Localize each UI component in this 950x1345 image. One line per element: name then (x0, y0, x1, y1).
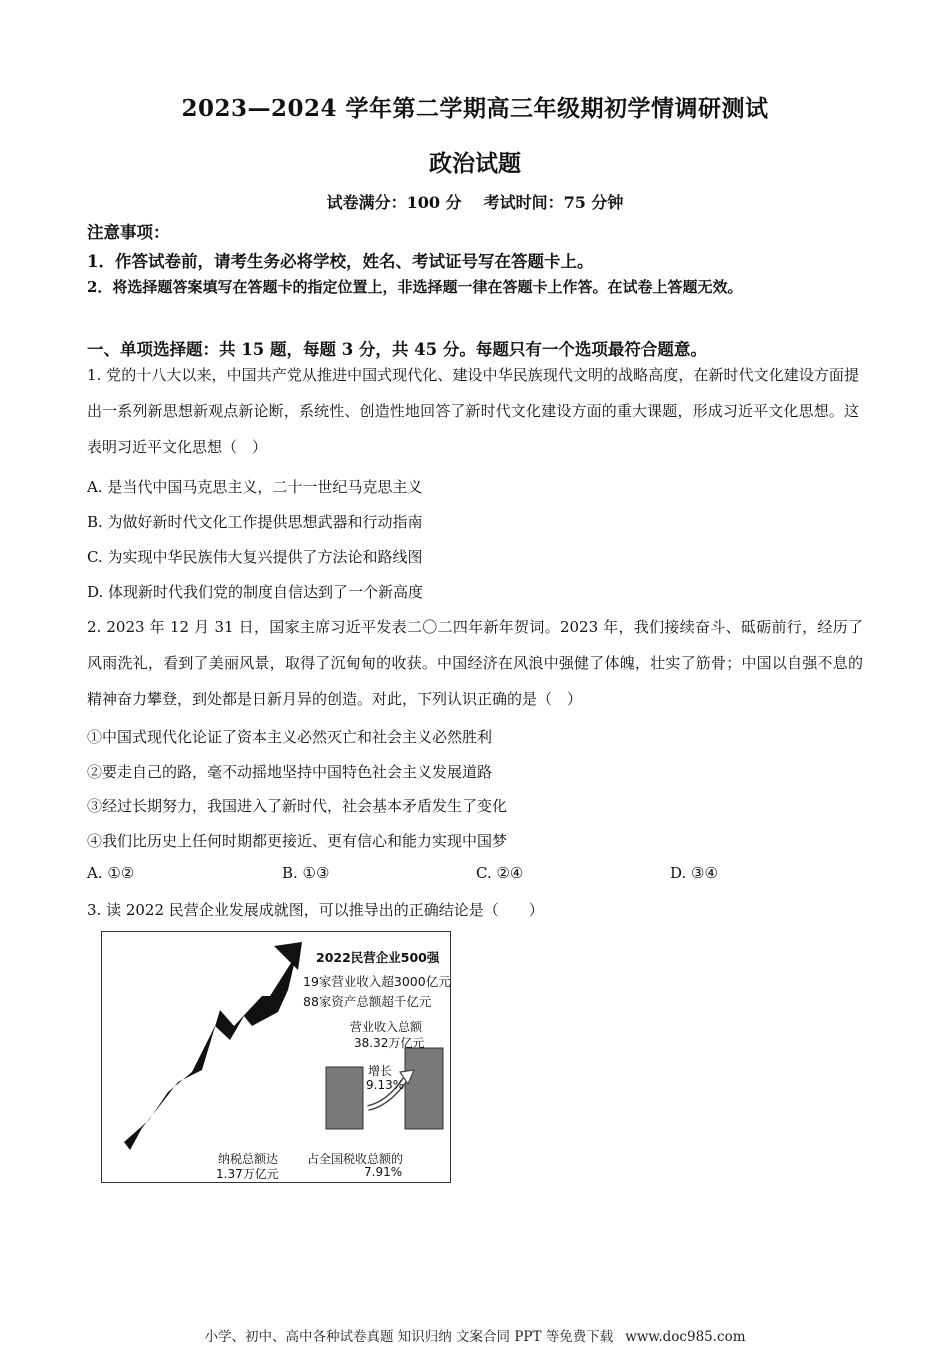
footer-site-link[interactable]: www.doc985.com (625, 1329, 746, 1345)
revenue-label: 营业收入总额 (350, 1020, 423, 1034)
q2-statement-3: ③经过长期努力，我国进入了新时代，社会基本矛盾发生了变化 (87, 797, 508, 815)
q2-statement-1: ①中国式现代化论证了资本主义必然灭亡和社会主义必然胜利 (87, 728, 493, 746)
growth-arrow-icon (124, 952, 298, 1150)
q2-option-c: C. ②④ (476, 864, 524, 882)
q1-option-c: C. 为实现中华民族伟大复兴提供了方法论和路线图 (87, 548, 423, 566)
figure-title: 2022民营企业500强 (316, 950, 440, 965)
arrow-head-icon (274, 942, 302, 970)
revenue-bar-right (405, 1048, 443, 1129)
share-value: 7.91% (364, 1165, 403, 1179)
share-label: 占全国税收总额的 (307, 1152, 404, 1166)
footer-text: 小学、初中、高中各种试卷真题 知识归纳 文案合同 PPT 等免费下载 (204, 1329, 614, 1345)
figure-graphics (102, 932, 452, 1184)
figure-line-2: 88家资产总额超千亿元 (303, 994, 432, 1009)
q1-option-b: B. 为做好新时代文化工作提供思想武器和行动指南 (87, 513, 423, 531)
exam-meta (0, 190, 950, 213)
growth-label: 增长 (368, 1064, 393, 1078)
subject-title: 政治试题 (429, 150, 521, 177)
revenue-bar-left (326, 1067, 363, 1129)
page-footer (0, 1325, 950, 1345)
q1-option-a: A. 是当代中国马克思主义，二十一世纪马克思主义 (87, 478, 423, 496)
exam-title: 2023—2024 学年第二学期高三年级期初学情调研测试 (181, 95, 769, 122)
q2-statement-4: ④我们比历史上任何时期都更接近、更有信心和能力实现中国梦 (87, 832, 508, 850)
private-enterprise-figure (101, 931, 451, 1183)
q1-option-d: D. 体现新时代我们党的制度自信达到了一个新高度 (87, 583, 424, 601)
q2-option-b: B. ①③ (282, 864, 330, 882)
revenue-value: 38.32万亿元 (354, 1036, 425, 1050)
full-score: 试卷满分：100 分 (326, 193, 462, 212)
q2-option-d: D. ③④ (670, 864, 718, 882)
notes-heading: 注意事项： (87, 223, 170, 242)
q2-option-a: A. ①② (87, 864, 135, 882)
q2-statement-2: ②要走自己的路，毫不动摇地坚持中国特色社会主义发展道路 (87, 763, 493, 781)
tax-value: 1.37万亿元 (216, 1167, 279, 1181)
section-heading: 一、单项选择题：共 15 题，每题 3 分，共 45 分。每题只有一个选项最符合题意。 (87, 340, 707, 359)
note-item-2: 2．将选择题答案填写在答题卡的指定位置上，非选择题一律在答题卡上作答。在试卷上答题无效。 (87, 278, 743, 296)
growth-value: 9.13% (366, 1078, 405, 1092)
note-item-1: 1．作答试卷前，请考生务必将学校，姓名、考试证号写在答题卡上。 (87, 252, 594, 271)
question-1-stem: 1. 党的十八大以来，中国共产党从推进中国式现代化、建设中华民族现代文明的战略高度，在新时代文化建设方面提出一系列新思想新观点新论断，系统性、创造性地回答了新时代文化建设方面的重大课题，形成习近平文化思想。这表明习近平文化思想（ ） (87, 366, 859, 456)
exam-time: 考试时间：75 分钟 (483, 193, 624, 212)
question-2-stem: 2. 2023 年 12 月 31 日，国家主席习近平发表二〇二四年新年贺词。2023 年，我们接续奋斗、砥砺前行，经历了风雨洗礼，看到了美丽风景，取得了沉甸甸的收获。中国经济在风浪中强健了体魄，壮实了筋骨；中国以自强不息的精神奋力攀登，到处都是日新月异的创造。对此，下列认识正确的是（ ） (87, 618, 863, 708)
figure-line-1: 19家营业收入超3000亿元 (303, 974, 451, 989)
tax-label: 纳税总额达 (218, 1152, 279, 1166)
question-3-stem: 3. 读 2022 民营企业发展成就图，可以推导出的正确结论是（ ） (87, 901, 544, 919)
